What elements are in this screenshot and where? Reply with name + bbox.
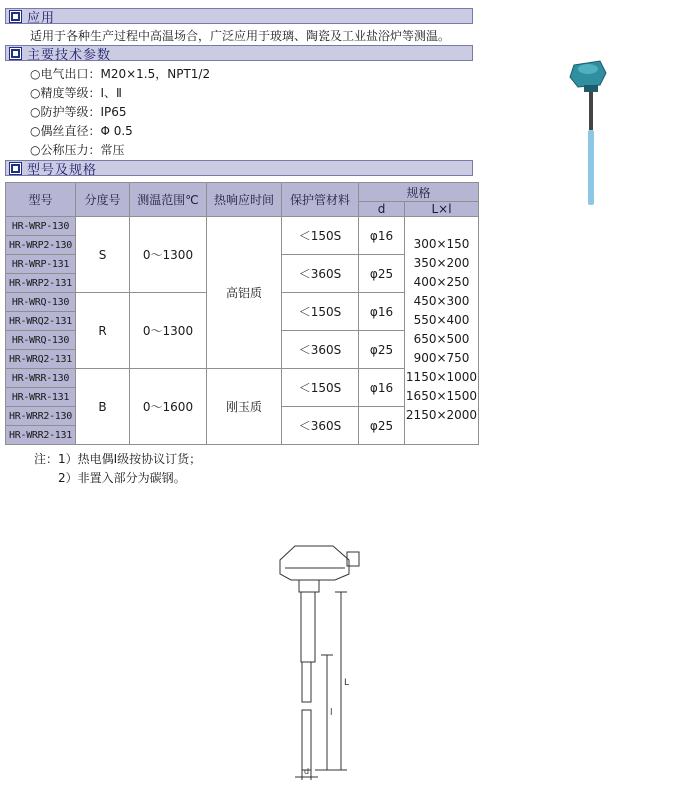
application-text: 适用于各种生产过程中高温场合，广泛应用于玻璃、陶瓷及工业盐浴炉等测温。: [30, 29, 451, 43]
square-bullet-icon: [10, 48, 21, 59]
length-cell: [405, 217, 479, 445]
model-cell: HR-WRQ2-131: [6, 350, 76, 369]
response-cell: ＜150S: [282, 293, 359, 331]
note-1: 注：1）热电偶Ⅰ级按协议订货；: [34, 452, 202, 466]
drawing-outer-tube: [301, 592, 315, 662]
spec-table: [5, 182, 479, 445]
diameter-cell: φ25: [359, 331, 405, 369]
drawing-inner-tube-lower: [302, 710, 311, 770]
param-item: ○电气出口：M20×1.5，NPT1/2: [30, 67, 211, 81]
header-range: 测温范围℃: [130, 183, 207, 217]
range-cell: 0～1600: [130, 369, 207, 445]
model-cell: HR-WRQ-130: [6, 293, 76, 312]
photo-upper-tube: [589, 90, 593, 130]
model-cell: HR-WRP2-130: [6, 236, 76, 255]
header-d: d: [359, 202, 405, 217]
header-division: 分度号: [76, 183, 130, 217]
param-item: ○防护等级：IP65: [30, 105, 127, 119]
label-L: L: [344, 678, 350, 688]
label-d: d: [304, 767, 310, 776]
section-title: 主要技术参数: [27, 47, 112, 63]
response-cell: ＜360S: [282, 407, 359, 445]
material-cell: 刚玉质: [207, 369, 282, 445]
photo-head-cover: [578, 64, 598, 74]
param-item: ○精度等级：Ⅰ、Ⅱ: [30, 86, 122, 100]
response-cell: ＜360S: [282, 331, 359, 369]
response-cell: ＜150S: [282, 369, 359, 407]
length-value: 650×500: [413, 332, 470, 346]
response-cell: ＜360S: [282, 255, 359, 293]
range-cell: 0～1300: [130, 293, 207, 369]
model-cell: HR-WRR-131: [6, 388, 76, 407]
material-cell: 高铝质: [207, 217, 282, 369]
drawing-neck: [299, 580, 319, 592]
diameter-cell: φ16: [359, 293, 405, 331]
length-value: 300×150: [413, 237, 470, 251]
length-value: 1150×1000: [405, 370, 478, 384]
param-item: ○公称压力：常压: [30, 143, 125, 157]
header-lxl: L×l: [405, 202, 479, 217]
section-title: 型号及规格: [27, 162, 98, 178]
diameter-cell: φ25: [359, 407, 405, 445]
diameter-cell: φ16: [359, 369, 405, 407]
response-cell: ＜150S: [282, 217, 359, 255]
square-bullet-icon: [10, 11, 21, 22]
section-header-models: [5, 160, 473, 176]
header-response: 热响应时间: [207, 183, 282, 217]
model-cell: HR-WRR-130: [6, 369, 76, 388]
drawing-head: [280, 546, 349, 580]
section-header-application: [5, 8, 473, 24]
drawing-inner-tube-upper: [302, 662, 311, 702]
param-item: ○偶丝直径：Φ 0.5: [30, 124, 133, 138]
division-cell: R: [76, 293, 130, 369]
header-model: 型号: [6, 183, 76, 217]
length-value: 2150×2000: [405, 408, 478, 422]
length-value: 900×750: [413, 351, 470, 365]
model-cell: HR-WRR2-130: [6, 407, 76, 426]
thermocouple-photo: [560, 55, 620, 210]
division-cell: S: [76, 217, 130, 293]
model-cell: HR-WRP2-131: [6, 274, 76, 293]
header-spec: 规格: [359, 183, 479, 202]
model-cell: HR-WRP-130: [6, 217, 76, 236]
thermocouple-drawing: [255, 530, 375, 785]
diameter-cell: φ25: [359, 255, 405, 293]
diameter-cell: φ16: [359, 217, 405, 255]
length-value: 350×200: [413, 256, 470, 270]
division-cell: B: [76, 369, 130, 445]
length-value: 400×250: [413, 275, 470, 289]
length-value: 450×300: [413, 294, 470, 308]
square-bullet-icon: [10, 163, 21, 174]
model-cell: HR-WRQ2-131: [6, 312, 76, 331]
model-cell: HR-WRQ-130: [6, 331, 76, 350]
header-material: 保护管材料: [282, 183, 359, 217]
photo-protection-tube: [588, 130, 594, 205]
photo-head-neck: [584, 85, 598, 92]
section-header-tech-params: [5, 45, 473, 61]
label-l: l: [330, 708, 333, 718]
note-2: 2）非置入部分为碳钢。: [58, 471, 186, 485]
section-title: 应用: [27, 10, 56, 26]
model-cell: HR-WRR2-131: [6, 426, 76, 445]
length-value: 550×400: [413, 313, 470, 327]
length-value: 1650×1500: [405, 389, 478, 403]
model-cell: HR-WRP-131: [6, 255, 76, 274]
range-cell: 0～1300: [130, 217, 207, 293]
